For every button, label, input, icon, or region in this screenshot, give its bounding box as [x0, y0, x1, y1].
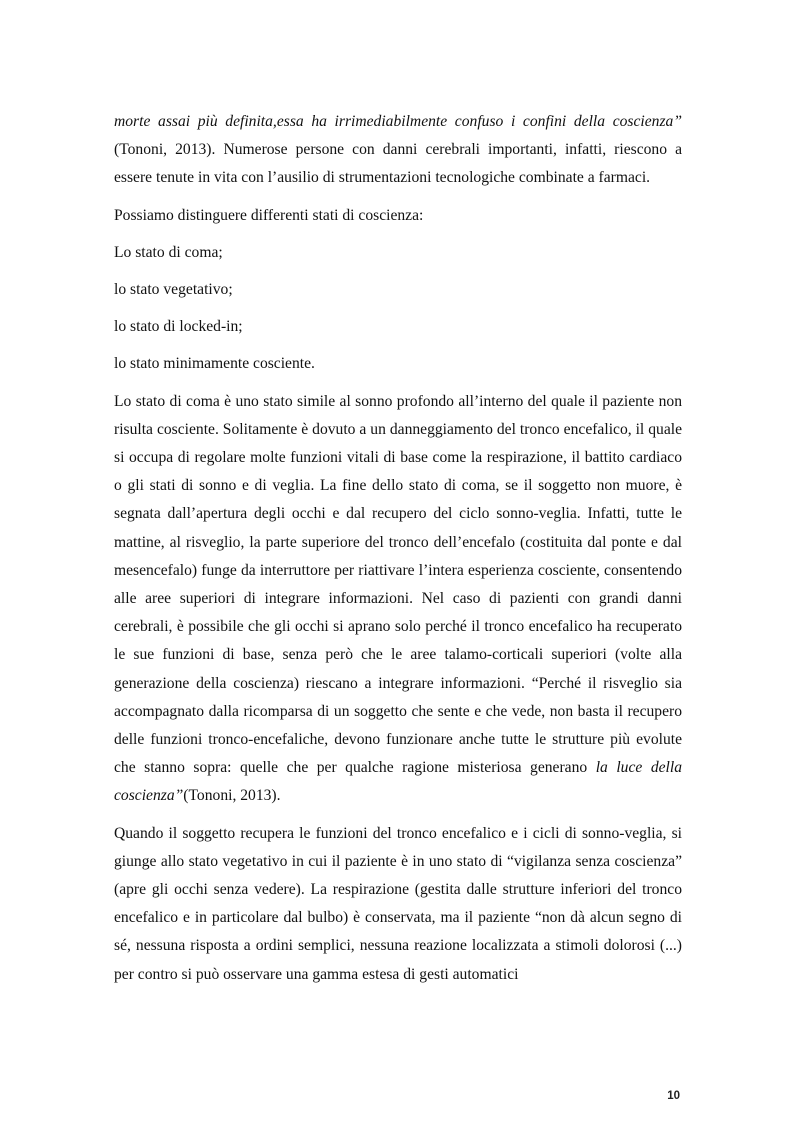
text-segment: (Tononi, 2013). Numerose persone con danni cerebrali importanti, infatti, riescono a essere tenute in vita con l’ausilio di strumentazioni tecnologiche combinate a farmaci.	[114, 141, 682, 187]
text-segment: Possiamo distinguere differenti stati di coscienza:	[114, 206, 424, 224]
italic-quote: morte assai più definita,essa ha irrimediabilmente confuso i confini della coscienza”	[114, 113, 682, 130]
page-number: 10	[667, 1090, 680, 1102]
paragraph-states-intro	[114, 202, 682, 230]
list-item-locked-in	[114, 313, 682, 341]
text-segment: lo stato di locked-in;	[114, 318, 243, 336]
text-segment: Lo stato di coma;	[114, 243, 223, 261]
text-segment: (Tononi, 2013).	[183, 787, 281, 805]
text-segment: Lo stato di coma è uno stato simile al sonno profondo all’interno del quale il paziente non risulta cosciente. Solitamente è dovuto a un danneggiamento del tronco encefalico, il quale si occupa di regolare molte funzioni vitali di base come la respirazione, il battito cardiaco o gli stati di sonno e di veglia. La fine dello stato di coma, se il soggetto non muore, è segnata dall’apertura degli occhi e dal recupero del ciclo sonno-veglia. Infatti, tutte le mattine, al risveglio, la parte superiore del tronco dell’encefalo (costituita dal ponte e dal mesencefalo) funge da interruttore per riattivare l’intera esperienza cosciente, consentendo alle aree superiori di integrare informazioni. Nel caso di pazienti con grandi danni cerebrali, è possibile che gli occhi si aprano solo perché il tronco encefalico ha recuperato le sue funzioni di base, senza però che le aree talamo-corticali superiori (volte alla generazione della coscienza) riescano a integrare informazioni. “Perché il risveglio sia accompagnato dalla ricomparsa di un soggetto che sente e che vede, non basta il recupero delle funzioni tronco-encefaliche, devono funzionare anche tutte le strutture più evolute che stanno sopra: quelle che per qualche ragione misteriosa generano	[114, 392, 682, 777]
list-item-minimally-conscious	[114, 350, 682, 378]
list-item-coma	[114, 239, 682, 267]
paragraph-coma	[114, 388, 682, 811]
text-segment: lo stato vegetativo;	[114, 281, 233, 299]
body-text	[114, 108, 682, 989]
paragraph-intro	[114, 108, 682, 193]
text-segment: Quando il soggetto recupera le funzioni del tronco encefalico e i cicli di sonno-veglia, si giunge allo stato vegetativo in cui il paziente è in uno stato di “vigilanza senza coscienza” (apre gli occhi senza vedere). La respirazione (gestita dalle strutture inferiori del tronco encefalico e in particolare dal bulbo) è conservata, ma il paziente “non dà alcun segno di sé, nessuna risposta a ordini semplici, nessuna reazione localizzata a stimoli dolorosi (...) per contro si può osservare una gamma estesa di gesti automatici	[114, 824, 682, 983]
list-item-vegetative	[114, 276, 682, 304]
paragraph-vegetative	[114, 820, 682, 989]
text-segment: lo stato minimamente cosciente.	[114, 355, 315, 373]
italic-quote: la luce della coscienza”	[114, 759, 683, 805]
